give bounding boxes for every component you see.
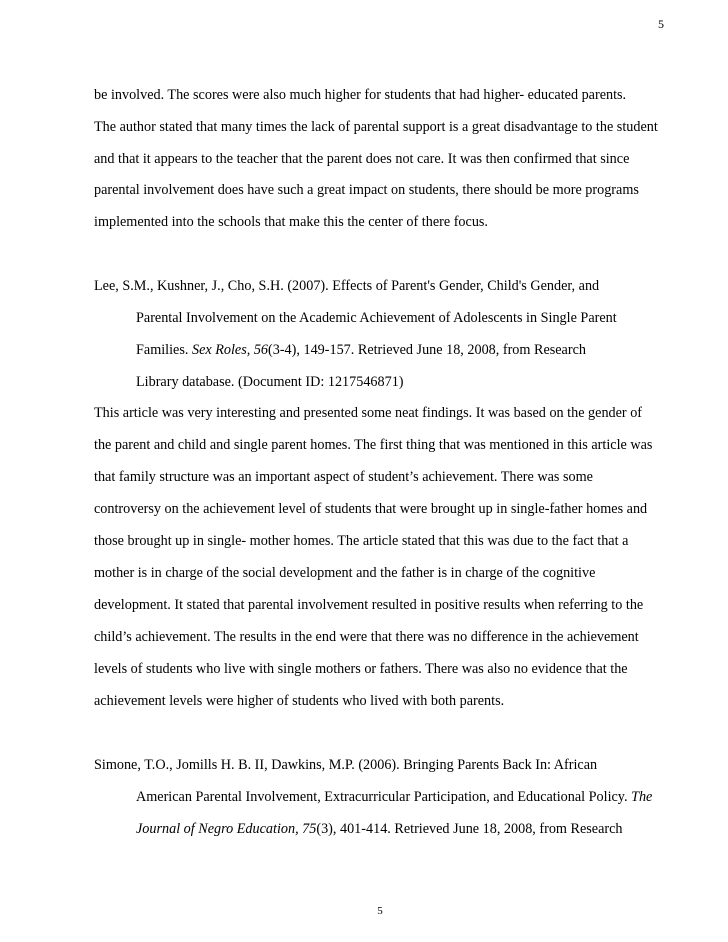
page-number-header: 5 xyxy=(658,17,664,31)
text-line: be involved. The scores were also much higher for students that had higher- educated parents. xyxy=(94,87,627,103)
reference-text: Families. xyxy=(136,342,192,358)
text-line: mother is in charge of the social development and the father is in charge of the cognitive xyxy=(94,565,596,581)
reference-entry-line: Library database. (Document ID: 1217546871) xyxy=(136,374,404,390)
text-line: development. It stated that parental involvement resulted in positive results when referring to the xyxy=(94,597,644,613)
text-line: and that it appears to the teacher that the parent does not care. It was then confirmed that since xyxy=(94,151,630,167)
text-line: levels of students who live with single mothers or fathers. There was also no evidence that the xyxy=(94,661,628,677)
text-line: This article was very interesting and presented some neat findings. It was based on the gender of xyxy=(94,405,643,421)
reference-entry-line: Lee, S.M., Kushner, J., Cho, S.H. (2007). Effects of Parent's Gender, Child's Gender, and xyxy=(94,278,600,294)
text-line: that family structure was an important aspect of student’s achievement. There was some xyxy=(94,469,593,485)
reference-text: American Parental Involvement, Extracurricular Participation, and Educational Policy. xyxy=(136,789,632,805)
reference-text: (3-4), 149-157. Retrieved June 18, 2008, from Research xyxy=(268,342,586,358)
text-line: controversy on the achievement level of students that were brought up in single-father homes and xyxy=(94,501,648,517)
text-line: achievement levels were higher of students who lived with both parents. xyxy=(94,693,505,709)
text-line: child’s achievement. The results in the end were that there was no difference in the achievement xyxy=(94,629,639,645)
text-line: The author stated that many times the lack of parental support is a great disadvantage to the student xyxy=(94,119,658,135)
reference-entry-line xyxy=(136,342,586,358)
text-line: those brought up in single- mother homes. The article stated that this was due to the fact that a xyxy=(94,533,629,549)
journal-title: Sex Roles, 56 xyxy=(191,342,269,358)
journal-title: Journal of Negro Education, 75 xyxy=(136,821,317,837)
reference-entry-line xyxy=(136,821,623,837)
text-line: the parent and child and single parent homes. The first thing that was mentioned in this article was xyxy=(94,437,653,453)
text-line: parental involvement does have such a great impact on students, there should be more programs xyxy=(94,182,639,198)
text-line: implemented into the schools that make this the center of there focus. xyxy=(94,214,488,230)
reference-text: (3), 401-414. Retrieved June 18, 2008, from Research xyxy=(316,821,623,837)
journal-title: The xyxy=(631,789,653,805)
reference-entry-line: Parental Involvement on the Academic Achievement of Adolescents in Single Parent xyxy=(136,310,617,326)
reference-entry-line xyxy=(136,789,652,805)
reference-entry-line: Simone, T.O., Jomills H. B. II, Dawkins, M.P. (2006). Bringing Parents Back In: African xyxy=(94,757,598,773)
page-number-footer: 5 xyxy=(377,905,383,917)
